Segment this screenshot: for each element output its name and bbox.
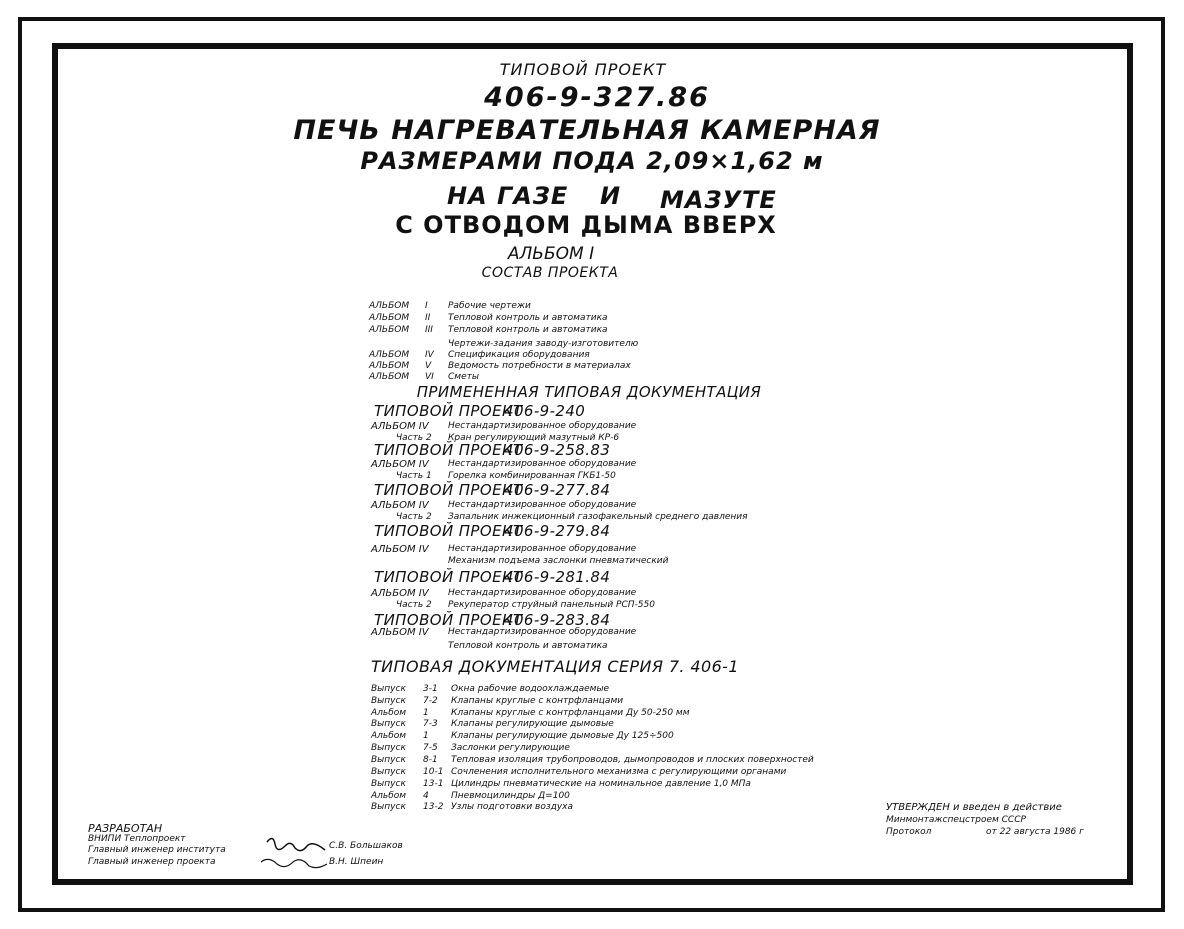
applied-part-text: Горелка комбинированная ГКБ1-50 (448, 471, 616, 481)
applied-album-label: АЛЬБОМ IV (371, 500, 429, 511)
series-label: Выпуск (371, 779, 406, 789)
applied-part-text: Механизм подъема заслонки пневматический (448, 556, 669, 566)
applied-album-text: Нестандартизированное оборудование (448, 544, 637, 554)
album-label: АЛЬБОМ (369, 372, 410, 382)
composition-heading: СОСТАВ ПРОЕКТА (481, 265, 619, 281)
role-chief-engineer-project: Главный инженер проекта (88, 857, 216, 867)
applied-project-label: ТИПОВОЙ ПРОЕКТ (374, 402, 523, 420)
title-line-2: РАЗМЕРАМИ ПОДА 2,09×1,62 м (360, 147, 824, 175)
applied-album-label: АЛЬБОМ IV (371, 627, 429, 638)
series-text: Пневмоцилиндры Д=100 (451, 791, 570, 801)
album-label: АЛЬБОМ (369, 313, 410, 323)
series-text: Сочленения исполнительного механизма с регулирующими органами (451, 767, 787, 777)
album-text: Спецификация оборудования (448, 350, 590, 360)
applied-part-text: Кран регулирующий мазутный КР-6 (448, 433, 620, 443)
applied-album-text: Нестандартизированное оборудование (448, 500, 637, 510)
series-text: Клапаны регулирующие дымовые Ду 125÷500 (451, 731, 674, 741)
approved-protocol-label: Протокол (886, 827, 932, 837)
album-num: IV (425, 350, 434, 360)
album-label: АЛЬБОМ (369, 350, 410, 360)
approved-line-2: Минмонтажспецстроем СССР (886, 815, 1026, 825)
album-num: VI (425, 372, 434, 382)
applied-part-label: Часть 2 (396, 600, 432, 610)
applied-project-number: 406-9-240 (504, 402, 586, 420)
applied-project-label: ТИПОВОЙ ПРОЕКТ (374, 481, 523, 499)
title-line-3-and: И (600, 182, 621, 210)
approved-line-1: УТВЕРЖДЕН и введен в действие (886, 802, 1062, 813)
project-number: 406-9-327.86 (484, 82, 710, 113)
applied-album-text: Нестандартизированное оборудование (448, 459, 637, 469)
name-shpein: В.Н. Шпеин (329, 857, 384, 867)
role-chief-engineer-institute: Главный инженер института (88, 845, 226, 855)
applied-part-text: Рекуператор струйный панельный РСП-550 (448, 600, 655, 610)
album-text: Ведомость потребности в материалах (448, 361, 631, 371)
developed-title: РАЗРАБОТАН (88, 822, 163, 835)
applied-album-label: АЛЬБОМ IV (371, 544, 429, 555)
album-label: АЛЬБОМ (369, 301, 410, 311)
series-text: Заслонки регулирующие (451, 743, 570, 753)
applied-part-text: Тепловой контроль и автоматика (448, 641, 608, 651)
series-num: 8-1 (423, 755, 438, 765)
album-text: Сметы (448, 372, 479, 382)
album-text: Тепловой контроль и автоматика (448, 313, 608, 323)
series-text: Тепловая изоляция трубопроводов, дымопроводов и плоских поверхностей (451, 755, 814, 765)
applied-project-label: ТИПОВОЙ ПРОЕКТ (374, 611, 523, 629)
series-num: 4 (423, 791, 429, 801)
series-num: 7-5 (423, 743, 438, 753)
series-label: Выпуск (371, 755, 406, 765)
series-num: 1 (423, 731, 429, 741)
series-text: Клапаны круглые с контрфланцами (451, 696, 624, 706)
developed-org: ВНИПИ Теплопроект (88, 834, 186, 844)
applied-album-text: Нестандартизированное оборудование (448, 588, 637, 598)
applied-project-number: 406-9-279.84 (504, 522, 611, 540)
series-text: Цилиндры пневматические на номинальное давление 1,0 МПа (451, 779, 751, 789)
series-label: Альбом (371, 731, 407, 741)
series-num: 3-1 (423, 684, 438, 694)
applied-part-label: Часть 2 (396, 512, 432, 522)
approved-protocol-date: от 22 августа 1986 г (986, 827, 1084, 837)
album-text: Чертежи-задания заводу-изготовителю (448, 339, 639, 349)
applied-album-label: АЛЬБОМ IV (371, 421, 429, 432)
album-text: Рабочие чертежи (448, 301, 531, 311)
album-num: II (425, 313, 431, 323)
title-line-3-fuel-oil: МАЗУТЕ (660, 186, 777, 214)
album-num: I (425, 301, 428, 311)
applied-project-number: 406-9-258.83 (504, 441, 611, 459)
project-type: ТИПОВОЙ ПРОЕКТ (499, 60, 667, 79)
applied-project-number: 406-9-283.84 (504, 611, 611, 629)
album-number: АЛЬБОМ I (507, 244, 595, 264)
album-label: АЛЬБОМ (369, 325, 410, 335)
album-text: Тепловой контроль и автоматика (448, 325, 608, 335)
title-line-3-gas: НА ГАЗЕ (447, 182, 569, 210)
applied-project-number: 406-9-281.84 (504, 568, 611, 586)
applied-project-label: ТИПОВОЙ ПРОЕКТ (374, 568, 523, 586)
series-num: 1 (423, 708, 429, 718)
applied-part-text: Запальник инжекционный газофакельный среднего давления (448, 512, 748, 522)
series-num: 7-2 (423, 696, 438, 706)
album-num: III (425, 325, 433, 335)
series-heading: ТИПОВАЯ ДОКУМЕНТАЦИЯ СЕРИЯ 7. 406-1 (371, 657, 739, 676)
series-label: Выпуск (371, 719, 406, 729)
series-text: Окна рабочие водоохлаждаемые (451, 684, 610, 694)
applied-project-label: ТИПОВОЙ ПРОЕКТ (374, 441, 523, 459)
name-bolshakov: С.В. Большаков (329, 841, 403, 851)
series-label: Выпуск (371, 802, 406, 812)
applied-project-label: ТИПОВОЙ ПРОЕКТ (374, 522, 523, 540)
series-label: Альбом (371, 708, 407, 718)
applied-part-label: Часть 2 (396, 433, 432, 443)
album-num: V (425, 361, 432, 371)
series-label: Выпуск (371, 696, 406, 706)
series-text: Клапаны круглые с контрфланцами Ду 50-250 мм (451, 708, 690, 718)
applied-album-label: АЛЬБОМ IV (371, 459, 429, 470)
album-label: АЛЬБОМ (369, 361, 410, 371)
applied-album-label: АЛЬБОМ IV (371, 588, 429, 599)
series-text: Клапаны регулирующие дымовые (451, 719, 614, 729)
applied-album-text: Нестандартизированное оборудование (448, 627, 637, 637)
applied-part-label: Часть 1 (396, 471, 432, 481)
series-num: 13-2 (423, 802, 444, 812)
series-num: 10-1 (423, 767, 444, 777)
series-label: Выпуск (371, 684, 406, 694)
applied-project-number: 406-9-277.84 (504, 481, 611, 499)
series-num: 7-3 (423, 719, 438, 729)
signatures (255, 832, 335, 872)
title-line-1: ПЕЧЬ НАГРЕВАТЕЛЬНАЯ КАМЕРНАЯ (293, 115, 881, 146)
series-num: 13-1 (423, 779, 444, 789)
series-label: Выпуск (371, 767, 406, 777)
series-text: Узлы подготовки воздуха (451, 802, 574, 812)
title-line-4: С ОТВОДОМ ДЫМА ВВЕРХ (395, 211, 777, 239)
applied-album-text: Нестандартизированное оборудование (448, 421, 637, 431)
applied-heading: ПРИМЕНЕННАЯ ТИПОВАЯ ДОКУМЕНТАЦИЯ (416, 383, 762, 401)
series-label: Выпуск (371, 743, 406, 753)
series-label: Альбом (371, 791, 407, 801)
